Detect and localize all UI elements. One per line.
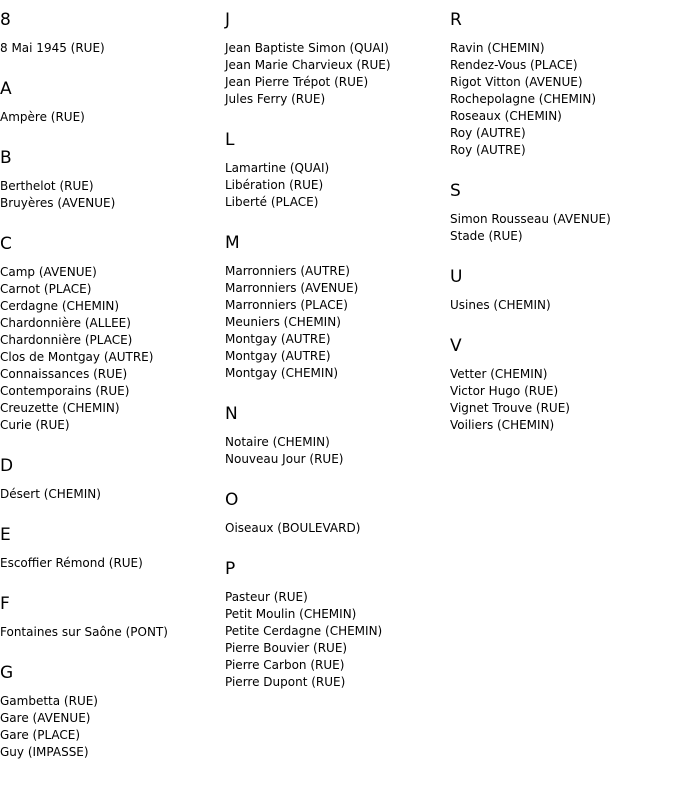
street-item: Désert (CHEMIN) — [0, 487, 101, 501]
street-item: Bruyères (AVENUE) — [0, 196, 116, 210]
letter-heading: L — [225, 130, 235, 150]
street-list — [0, 486, 225, 503]
letter-section — [0, 234, 225, 434]
street-item: Montgay (AUTRE) — [225, 332, 331, 346]
letter-heading: R — [450, 10, 462, 30]
street-list — [225, 160, 450, 211]
street-item: Petit Moulin (CHEMIN) — [225, 607, 357, 621]
letter-heading: 8 — [0, 10, 11, 30]
letter-heading: O — [225, 490, 239, 510]
street-item: Vetter (CHEMIN) — [450, 367, 548, 381]
letter-section — [0, 10, 225, 57]
letter-section — [225, 490, 450, 537]
street-item: Chardonnière (PLACE) — [0, 333, 133, 347]
street-item: Libération (RUE) — [225, 178, 324, 192]
street-item: Nouveau Jour (RUE) — [225, 452, 344, 466]
street-item: Camp (AVENUE) — [0, 265, 97, 279]
letter-section — [225, 233, 450, 382]
street-list — [225, 520, 450, 537]
letter-heading: N — [225, 404, 238, 424]
letter-section — [0, 525, 225, 572]
street-item: Fontaines sur Saône (PONT) — [0, 625, 168, 639]
letter-section — [225, 130, 450, 211]
street-item: Clos de Montgay (AUTRE) — [0, 350, 154, 364]
street-item: Petite Cerdagne (CHEMIN) — [225, 624, 383, 638]
street-item: Carnot (PLACE) — [0, 282, 92, 296]
letter-section — [225, 10, 450, 108]
street-item: Oiseaux (BOULEVARD) — [225, 521, 361, 535]
letter-section — [225, 404, 450, 468]
street-list — [450, 211, 675, 245]
street-list — [450, 297, 675, 314]
street-item: Voiliers (CHEMIN) — [450, 418, 555, 432]
letter-heading: S — [450, 181, 461, 201]
street-item: Ravin (CHEMIN) — [450, 41, 545, 55]
letter-heading: M — [225, 233, 240, 253]
letter-heading: P — [225, 559, 236, 579]
letter-section — [0, 148, 225, 212]
street-item: Jean Marie Charvieux (RUE) — [225, 58, 391, 72]
letter-section — [450, 336, 675, 434]
street-item: Berthelot (RUE) — [0, 179, 94, 193]
street-item: Roseaux (CHEMIN) — [450, 109, 562, 123]
street-item: Stade (RUE) — [450, 229, 523, 243]
street-list — [450, 366, 675, 434]
index-column — [225, 10, 450, 713]
street-item: Pierre Dupont (RUE) — [225, 675, 346, 689]
letter-heading: U — [450, 267, 463, 287]
letter-section — [450, 267, 675, 314]
index-column — [450, 10, 675, 456]
letter-section — [450, 10, 675, 159]
street-item: Curie (RUE) — [0, 418, 70, 432]
street-item: Pierre Carbon (RUE) — [225, 658, 345, 672]
street-item: Montgay (CHEMIN) — [225, 366, 339, 380]
street-item: Gare (PLACE) — [0, 728, 81, 742]
letter-section — [0, 594, 225, 641]
street-item: Roy (AUTRE) — [450, 143, 526, 157]
street-item: Rendez-Vous (PLACE) — [450, 58, 578, 72]
street-item: Notaire (CHEMIN) — [225, 435, 330, 449]
street-list — [0, 693, 225, 761]
street-item: Vignet Trouve (RUE) — [450, 401, 570, 415]
letter-section — [0, 79, 225, 126]
street-item: Marronniers (AVENUE) — [225, 281, 359, 295]
index-column — [0, 10, 225, 783]
street-item: Connaissances (RUE) — [0, 367, 128, 381]
street-list — [225, 263, 450, 382]
letter-heading: B — [0, 148, 12, 168]
street-item: Marronniers (AUTRE) — [225, 264, 350, 278]
street-list — [0, 624, 225, 641]
street-item: Meuniers (CHEMIN) — [225, 315, 341, 329]
street-item: Montgay (AUTRE) — [225, 349, 331, 363]
letter-section — [0, 663, 225, 761]
street-item: Simon Rousseau (AVENUE) — [450, 212, 611, 226]
letter-heading: G — [0, 663, 14, 683]
street-item: Chardonnière (ALLEE) — [0, 316, 131, 330]
street-item: Roy (AUTRE) — [450, 126, 526, 140]
street-item: 8 Mai 1945 (RUE) — [0, 41, 105, 55]
street-list — [225, 589, 450, 691]
street-item: Guy (IMPASSE) — [0, 745, 89, 759]
street-item: Cerdagne (CHEMIN) — [0, 299, 120, 313]
street-item: Rochepolagne (CHEMIN) — [450, 92, 597, 106]
letter-section — [225, 559, 450, 691]
street-list — [0, 40, 225, 57]
letter-heading: A — [0, 79, 12, 99]
street-list — [0, 109, 225, 126]
street-item: Usines (CHEMIN) — [450, 298, 551, 312]
letter-heading: C — [0, 234, 12, 254]
letter-heading: E — [0, 525, 11, 545]
street-list — [450, 40, 675, 159]
letter-section — [0, 456, 225, 503]
street-list — [0, 178, 225, 212]
street-item: Pierre Bouvier (RUE) — [225, 641, 348, 655]
letter-heading: V — [450, 336, 462, 356]
street-item: Escoffier Rémond (RUE) — [0, 556, 143, 570]
street-item: Jean Baptiste Simon (QUAI) — [225, 41, 389, 55]
street-item: Jean Pierre Trépot (RUE) — [225, 75, 369, 89]
street-item: Contemporains (RUE) — [0, 384, 130, 398]
street-item: Victor Hugo (RUE) — [450, 384, 559, 398]
street-item: Creuzette (CHEMIN) — [0, 401, 120, 415]
letter-heading: J — [225, 10, 231, 30]
street-item: Jules Ferry (RUE) — [225, 92, 326, 106]
street-list — [225, 40, 450, 108]
street-item: Rigot Vitton (AVENUE) — [450, 75, 583, 89]
street-list — [225, 434, 450, 468]
street-item: Marronniers (PLACE) — [225, 298, 348, 312]
letter-heading: D — [0, 456, 14, 476]
street-item: Ampère (RUE) — [0, 110, 85, 124]
street-item: Gare (AVENUE) — [0, 711, 91, 725]
street-item: Gambetta (RUE) — [0, 694, 98, 708]
street-item: Liberté (PLACE) — [225, 195, 319, 209]
street-item: Pasteur (RUE) — [225, 590, 308, 604]
letter-heading: F — [0, 594, 10, 614]
street-item: Lamartine (QUAI) — [225, 161, 330, 175]
street-list — [0, 264, 225, 434]
street-list — [0, 555, 225, 572]
letter-section — [450, 181, 675, 245]
